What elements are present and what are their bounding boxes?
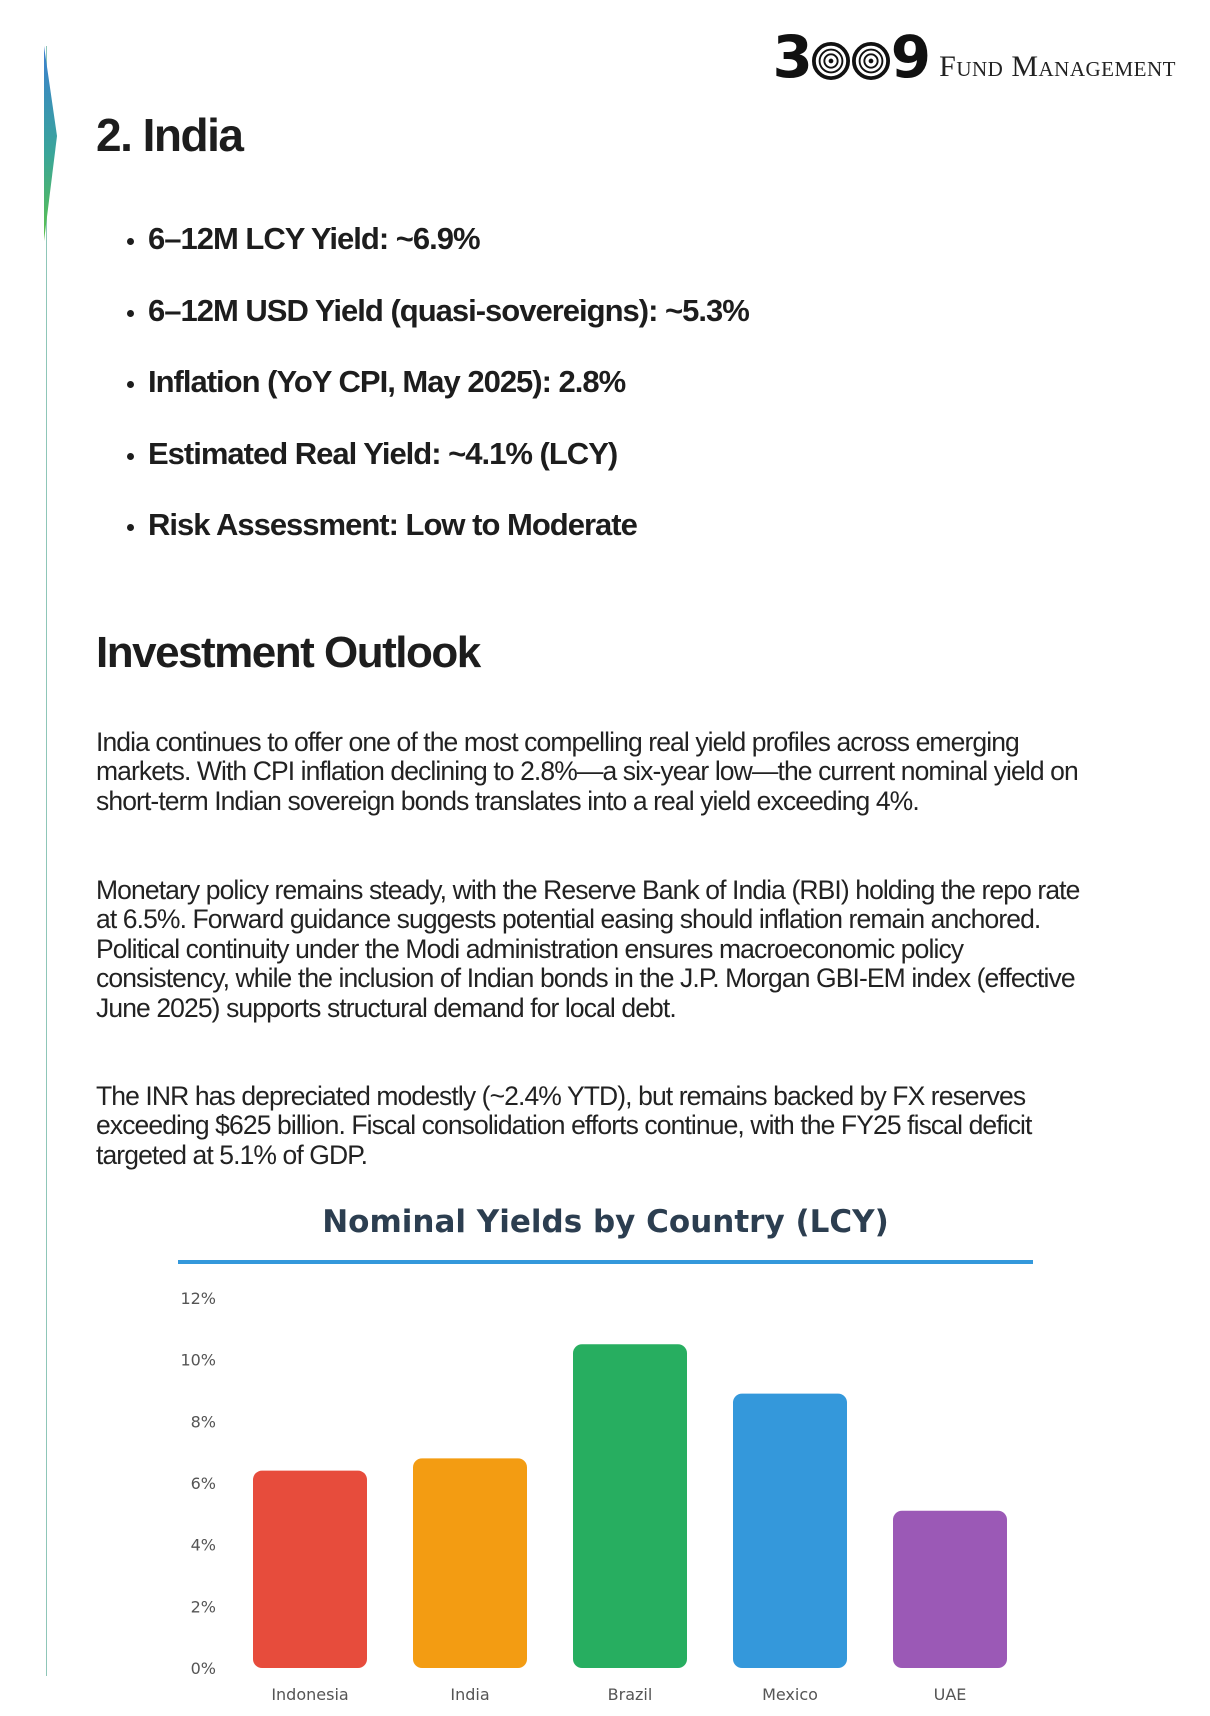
y-tick-label: 0% (190, 1659, 216, 1678)
bar-india (413, 1458, 527, 1668)
key-metrics-list (96, 221, 749, 584)
x-tick-label: Mexico (762, 1685, 818, 1704)
bar-indonesia (253, 1471, 367, 1668)
x-tick-label: UAE (933, 1685, 967, 1704)
bar-mexico (733, 1394, 847, 1668)
x-tick-label: India (450, 1685, 490, 1704)
logo-ring-icon (852, 42, 890, 80)
outlook-paragraph: Monetary policy remains steady, with the Reserve Bank of India (RBI) holding the repo rate at 6.5%. Forward guidance suggests potential easing should inflation remain anchored. Political continuity under the Modi administration ensures macroeconomic policy consistency, while the inclusion of Indian bonds in the J.P. Morgan GBI-EM index (effective June 2025) supports structural demand for local debt. (96, 875, 1080, 1023)
y-tick-label: 10% (180, 1350, 216, 1370)
y-tick-label: 2% (190, 1597, 216, 1617)
yield-bar-chart (150, 1290, 1050, 1710)
x-tick-label: Brazil (607, 1685, 653, 1704)
bar-uae (893, 1511, 1007, 1668)
metric-risk: • Risk Assessment: Low to Moderate (148, 512, 749, 584)
outlook-paragraph: The INR has depreciated modestly (~2.4% YTD), but remains backed by FX reserves exceeding $625 billion. Fiscal consolidation efforts continue, with the FY25 fiscal deficit targeted at 5.1% of GDP. (96, 1081, 1032, 1170)
chart-title: Nominal Yields by Country (LCY) (322, 1204, 889, 1240)
logo-ring-icon (812, 42, 850, 80)
metric-inflation: • Inflation (YoY CPI, May 2025): 2.8% (148, 369, 749, 441)
metric-real-yield: • Estimated Real Yield: ~4.1% (LCY) (148, 441, 749, 513)
company-logo (772, 23, 1176, 91)
y-tick-label: 4% (190, 1535, 216, 1555)
bar-brazil (573, 1344, 687, 1668)
logo-mark: 3 9 (772, 23, 930, 91)
outlook-paragraph: India continues to offer one of the most compelling real yield profiles across emerging markets. With CPI inflation declining to 2.8%—a six-year low—the current nominal yield on short-term Indian sovereign bonds translates into a real yield exceeding 4%. (96, 727, 1078, 816)
y-tick-label: 6% (190, 1474, 216, 1493)
logo-text: Fund Management (939, 50, 1176, 83)
side-accent-wedge (44, 46, 58, 241)
x-tick-label: Indonesia (271, 1685, 349, 1704)
chart-title-underline (178, 1260, 1033, 1264)
y-tick-label: 8% (190, 1412, 216, 1432)
section-title: 2. India (96, 109, 243, 161)
metric-usd-yield: • 6–12M USD Yield (quasi-sovereigns): ~5.3% (148, 298, 749, 370)
side-rule (46, 46, 47, 1676)
outlook-title: Investment Outlook (96, 628, 480, 677)
y-tick-label: 12% (180, 1290, 216, 1308)
metric-lcy-yield: • 6–12M LCY Yield: ~6.9% (148, 226, 749, 298)
